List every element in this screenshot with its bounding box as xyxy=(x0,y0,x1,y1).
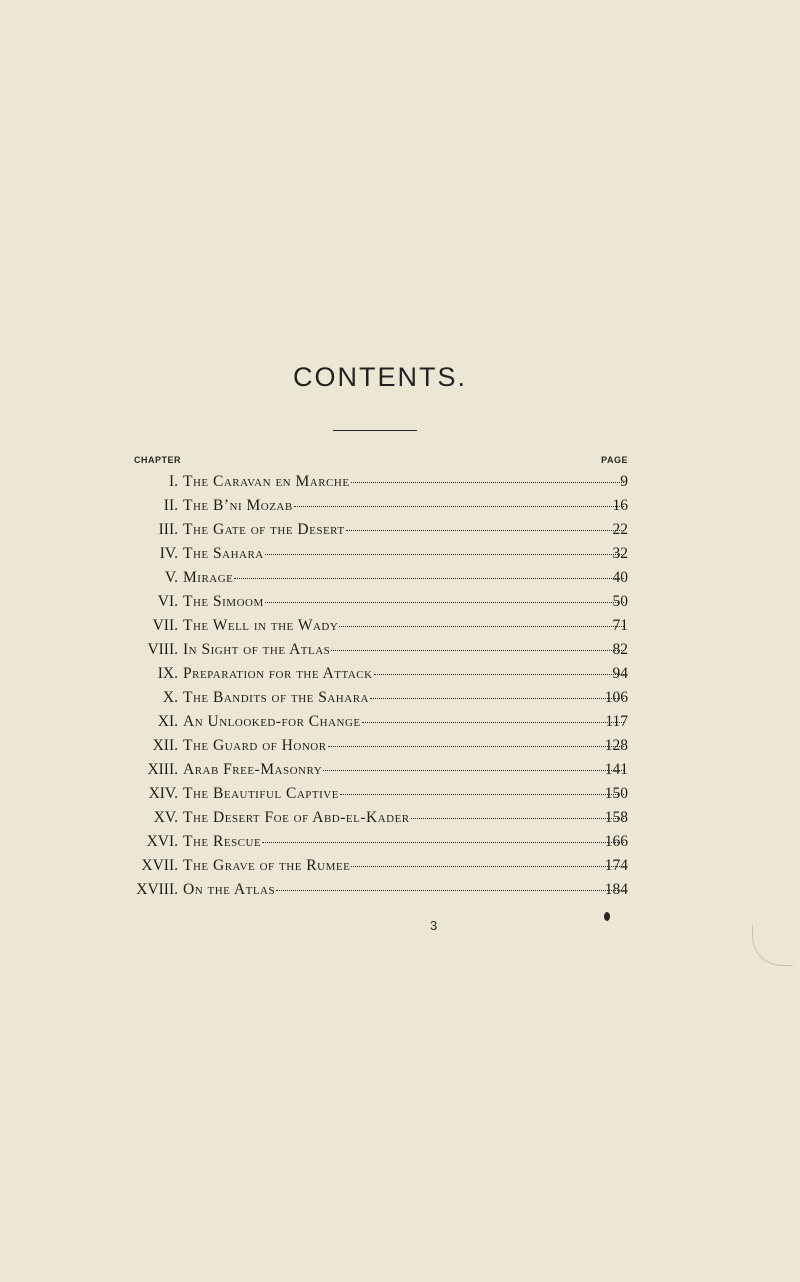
page-number: 94 xyxy=(612,665,628,682)
chapter-title: The Bandits of the Sahara xyxy=(183,689,369,706)
toc-entry xyxy=(0,878,800,902)
page-number: 117 xyxy=(605,713,628,730)
dot-leader xyxy=(346,518,624,531)
chapter-number: IV. xyxy=(159,545,178,562)
chapter-title: The Rescue xyxy=(183,833,262,850)
chapter-title: The Gate of the Desert xyxy=(183,521,345,538)
chapter-title: Preparation for the Attack xyxy=(183,665,373,682)
page-number: 166 xyxy=(604,833,628,850)
toc-entry xyxy=(0,758,800,782)
page-number: 106 xyxy=(604,689,628,706)
page-number: 22 xyxy=(612,521,628,538)
toc-entry xyxy=(0,710,800,734)
toc-entry xyxy=(0,470,800,494)
page-number: 141 xyxy=(604,761,628,778)
chapter-title: The Well in the Wady xyxy=(183,617,339,634)
dot-leader xyxy=(265,542,624,555)
chapter-number: VI. xyxy=(157,593,178,610)
chapter-number: IX. xyxy=(157,665,178,682)
chapter-title: On the Atlas xyxy=(183,881,276,898)
dot-leader xyxy=(294,494,624,507)
chapter-number: XV. xyxy=(153,809,178,826)
dot-leader xyxy=(234,566,624,579)
chapter-number: V. xyxy=(164,569,178,586)
chapter-number: III. xyxy=(158,521,178,538)
dot-leader xyxy=(351,854,624,867)
chapter-number: II. xyxy=(163,497,178,514)
chapter-title: An Unlooked-for Change xyxy=(183,713,361,730)
dot-leader xyxy=(323,758,624,771)
dot-leader xyxy=(265,590,624,603)
toc-entry xyxy=(0,806,800,830)
toc-entry xyxy=(0,542,800,566)
page-number: 9 xyxy=(620,473,628,490)
chapter-title: The Sahara xyxy=(183,545,264,562)
chapter-title: The Caravan en Marche xyxy=(183,473,350,490)
chapter-number: XI. xyxy=(157,713,178,730)
chapter-number: X. xyxy=(162,689,178,706)
page-number: 128 xyxy=(604,737,628,754)
title-rule xyxy=(333,430,417,431)
toc-entry xyxy=(0,734,800,758)
chapter-number: XVI. xyxy=(146,833,178,850)
toc-entry xyxy=(0,638,800,662)
ink-smudge xyxy=(604,912,610,921)
chapter-title: The B’ni Mozab xyxy=(183,497,293,514)
page-number: 40 xyxy=(612,569,628,586)
page-crease xyxy=(752,925,793,966)
toc-entry xyxy=(0,854,800,878)
dot-leader xyxy=(351,470,624,483)
dot-leader xyxy=(331,638,624,651)
dot-leader xyxy=(328,734,624,747)
chapter-number: XVIII. xyxy=(136,881,178,898)
dot-leader xyxy=(362,710,624,723)
page-number: 32 xyxy=(612,545,628,562)
page-number: 158 xyxy=(604,809,628,826)
page-number: 82 xyxy=(612,641,628,658)
page-number: 174 xyxy=(604,857,628,874)
chapter-number: VII. xyxy=(152,617,178,634)
chapter-title: The Guard of Honor xyxy=(183,737,327,754)
toc-entry xyxy=(0,686,800,710)
toc-entry xyxy=(0,662,800,686)
chapter-number: I. xyxy=(168,473,178,490)
toc-entry xyxy=(0,518,800,542)
chapter-column-header: CHAPTER xyxy=(134,455,182,465)
page-number: 50 xyxy=(612,593,628,610)
chapter-title: The Grave of the Rumee xyxy=(183,857,351,874)
page-number: 184 xyxy=(604,881,628,898)
chapter-title: The Beautiful Captive xyxy=(183,785,339,802)
dot-leader xyxy=(374,662,624,675)
dot-leader xyxy=(262,830,624,843)
chapter-number: XIV. xyxy=(148,785,178,802)
toc-entry xyxy=(0,566,800,590)
page-title: CONTENTS. xyxy=(292,362,467,392)
chapter-number: XVII. xyxy=(141,857,178,874)
dot-leader xyxy=(411,806,624,819)
chapter-title: In Sight of the Atlas xyxy=(183,641,331,658)
chapter-title: Arab Free-Masonry xyxy=(183,761,323,778)
dot-leader xyxy=(370,686,624,699)
toc-entry xyxy=(0,782,800,806)
chapter-number: XIII. xyxy=(147,761,178,778)
page-number: 71 xyxy=(612,617,628,634)
chapter-title: The Desert Foe of Abd-el-Kader xyxy=(183,809,410,826)
chapter-number: VIII. xyxy=(147,641,178,658)
toc-entry xyxy=(0,590,800,614)
chapter-title: The Simoom xyxy=(183,593,264,610)
page-column-header: PAGE xyxy=(601,455,628,465)
page-number: 16 xyxy=(612,497,628,514)
page-number: 150 xyxy=(604,785,628,802)
chapter-number: XII. xyxy=(152,737,178,754)
toc-entry xyxy=(0,614,800,638)
dot-leader xyxy=(276,878,624,891)
folio-number: 3 xyxy=(430,918,438,933)
chapter-title: Mirage xyxy=(183,569,234,586)
toc-entry xyxy=(0,830,800,854)
dot-leader xyxy=(340,782,624,795)
dot-leader xyxy=(339,614,624,627)
toc-entry xyxy=(0,494,800,518)
